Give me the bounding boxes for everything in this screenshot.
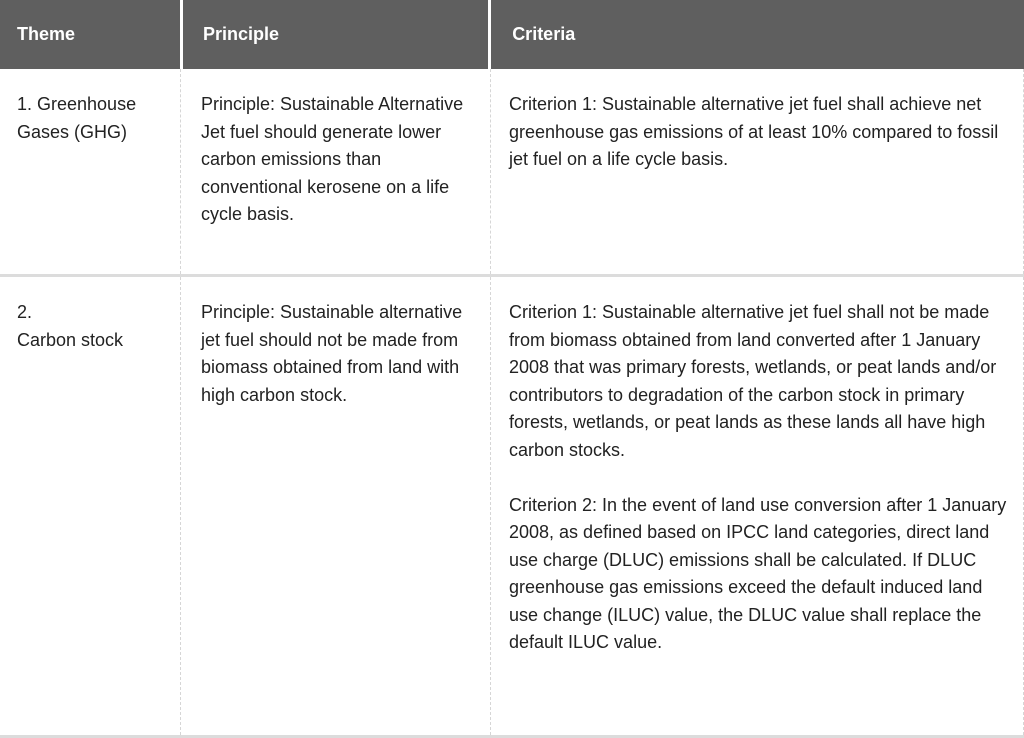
- cell-criteria: [491, 69, 1024, 274]
- criterion-text: Criterion 1: Sustainable alternative jet fuel shall achieve net greenhouse gas emissions of at least 10% compared to fossil jet fuel on a life cycle basis.: [509, 94, 999, 169]
- cell-principle: [181, 277, 491, 735]
- criterion-text: Criterion 1: Sustainable alternative jet fuel shall not be made from biomass obtained from land converted after 1 January 2008 that was primary forests, wetlands, or peat lands and/or contributors to degradation of the carbon stock in primary forests, wetlands, or peat lands as these lands all have high carbon stocks.: [509, 302, 997, 460]
- cell-criteria: [491, 277, 1024, 735]
- cell-principle: [181, 69, 491, 274]
- criterion-text: Criterion 2: In the event of land use conversion after 1 January 2008, as defined based on IPCC land categories, direct land use charge (DLUC) emissions shall be calculated. If DLUC greenhouse gas emissions exceed the default induced land use change (ILUC) value, the DLUC value shall replace the default ILUC value.: [509, 494, 1007, 652]
- header-criteria: Criteria: [491, 0, 1024, 69]
- theme-text: 1. Greenhouse Gases (GHG): [17, 94, 137, 142]
- table-row: [0, 277, 1024, 735]
- cell-theme: [0, 69, 181, 274]
- header-principle: Principle: [183, 0, 488, 69]
- table-header-row: [0, 0, 1024, 69]
- cell-theme: [0, 277, 181, 735]
- principle-text: Principle: Sustainable alternative jet fuel should not be made from biomass obtained from land with high carbon stock.: [201, 302, 463, 405]
- header-theme: Theme: [0, 0, 180, 69]
- theme-text: Carbon stock: [17, 329, 124, 350]
- principle-text: Principle: Sustainable Alternative Jet fuel should generate lower carbon emissions than conventional kerosene on a life cycle basis.: [201, 94, 464, 224]
- table-row: [0, 69, 1024, 274]
- theme-number: 2.: [17, 302, 33, 322]
